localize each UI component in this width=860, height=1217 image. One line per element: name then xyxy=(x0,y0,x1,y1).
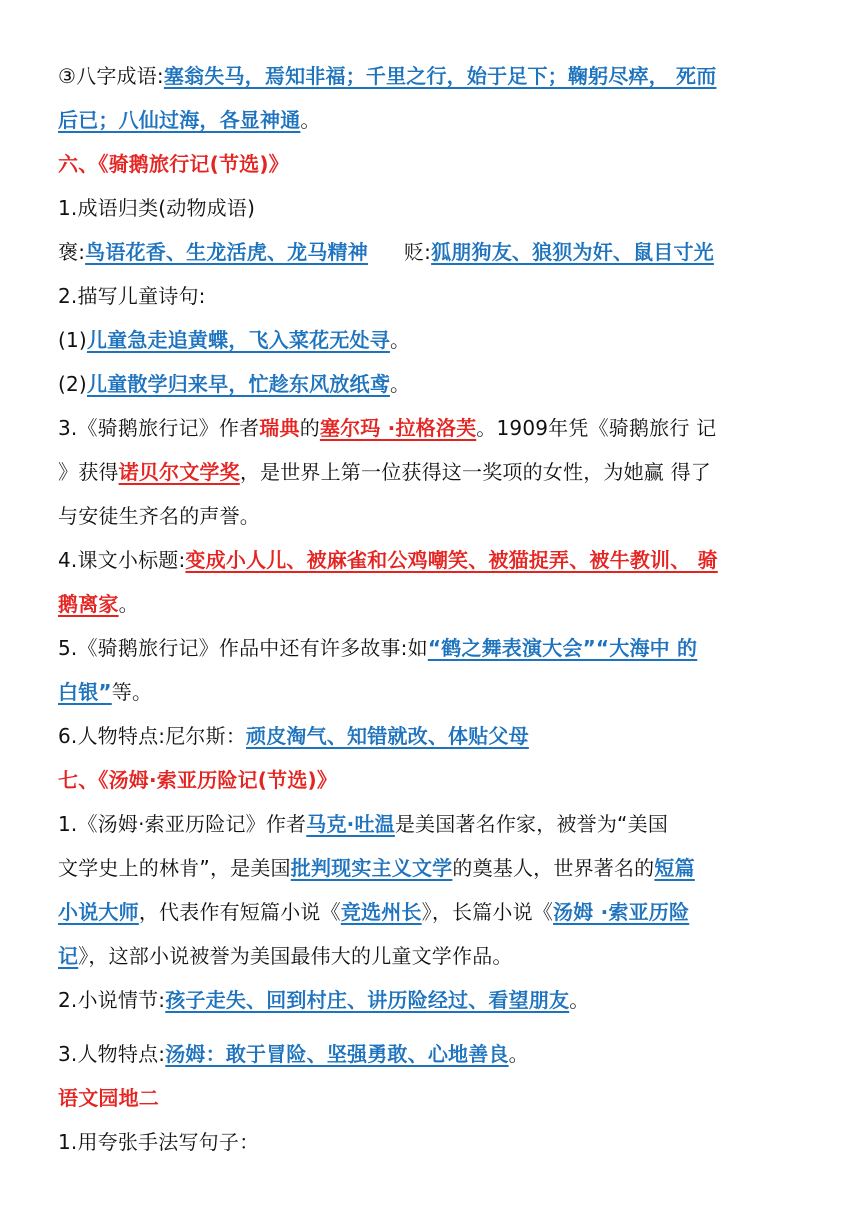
tom-author-line xyxy=(58,802,808,846)
stories-line xyxy=(58,626,808,670)
tom-author-line-4 xyxy=(58,934,808,978)
answer: 汤姆 ·索亚历险 xyxy=(553,900,690,924)
document-page xyxy=(58,54,808,1164)
section-heading-garden: 语文园地二 xyxy=(58,1086,159,1110)
answer: 瑞典 xyxy=(259,416,300,440)
author-line-cont xyxy=(58,450,808,494)
punct: 。 xyxy=(389,328,411,352)
answer: 顽皮淘气、知错就改、体贴父母 xyxy=(246,724,529,748)
answer: 竞选州长 xyxy=(340,900,422,924)
author-line-end: 与安徒生齐名的声誉。 xyxy=(58,504,260,528)
section-heading-6: 六、《骑鹅旅行记(节选)》 xyxy=(58,152,289,176)
text: ，代表作有短篇小说《 xyxy=(138,900,341,924)
answer: 后已；八仙过海，各显神通 xyxy=(58,108,301,132)
text: 》获得 xyxy=(58,460,119,484)
section-heading-7: 七、《汤姆·索亚历险记(节选)》 xyxy=(58,768,338,792)
answer: 批判现实主义文学 xyxy=(290,856,453,880)
text: 。1909年凭《骑鹅旅行 记 xyxy=(476,416,717,440)
punct: 。 xyxy=(118,592,139,616)
answer: 鸟语花香、生龙活虎、龙马精神 xyxy=(85,240,368,264)
text: ，是世界上第一位获得这一奖项的女性，为她赢 得了 xyxy=(239,460,711,484)
punct: 。 xyxy=(569,988,590,1012)
text: 的 xyxy=(299,416,320,440)
text: 5.《骑鹅旅行记》作品中还有许多故事:如 xyxy=(58,636,428,660)
idiom-eight-char-line xyxy=(58,54,808,98)
answer: 塞翁失马，焉知非福；千里之行，始于足下；鞠躬尽瘁， 死而 xyxy=(163,64,717,88)
answer: 汤姆：敢于冒险、坚强勇敢、心地善良 xyxy=(165,1042,509,1066)
answer: 儿童散学归来早，忙趁东风放纸鸢 xyxy=(86,372,390,396)
subtitle-line xyxy=(58,538,808,582)
subtitle-line-cont xyxy=(58,582,808,626)
answer: 白银” xyxy=(58,680,112,704)
answer: 塞尔玛 ·拉格洛芙 xyxy=(319,416,477,440)
label: ③八字成语: xyxy=(58,64,164,88)
tom-character-line xyxy=(58,1032,808,1076)
item-2-title: 2.描写儿童诗句: xyxy=(58,284,206,308)
answer: 狐朋狗友、狼狈为奸、鼠目寸光 xyxy=(431,240,714,264)
answer: 儿童急走追黄蝶，飞入菜花无处寻 xyxy=(86,328,390,352)
answer: 变成小人儿、被麻雀和公鸡嘲笑、被猫捉弄、被牛教训、 骑 xyxy=(185,548,718,572)
tom-author-line-2 xyxy=(58,846,808,890)
label: (2) xyxy=(58,372,87,396)
stories-line-cont xyxy=(58,670,808,714)
punct: 。 xyxy=(300,108,321,132)
answer: 孩子走失、回到村庄、讲历险经过、看望朋友 xyxy=(165,988,570,1012)
character-line xyxy=(58,714,808,758)
author-line xyxy=(58,406,808,450)
text: 的奠基人，世界著名的 xyxy=(452,856,655,880)
punct: 。 xyxy=(389,372,411,396)
text: 是美国著名作家，被誉为“美国 xyxy=(394,812,669,836)
item-1-title: 1.成语归类(动物成语) xyxy=(58,196,256,220)
label: (1) xyxy=(58,328,87,352)
text: 文学史上的林肯”，是美国 xyxy=(58,856,291,880)
text: 》，长篇小说《 xyxy=(421,900,554,924)
label-praise: 褒: xyxy=(58,240,86,264)
text: 等。 xyxy=(111,680,153,704)
answer: 诺贝尔文学奖 xyxy=(118,460,240,484)
punct: 。 xyxy=(508,1042,529,1066)
text: 3.《骑鹅旅行记》作者 xyxy=(58,416,260,440)
label: 2.小说情节: xyxy=(58,988,166,1012)
tom-author-line-3 xyxy=(58,890,808,934)
label-criticize: 贬: xyxy=(403,240,432,264)
answer: “鹤之舞表演大会”“大海中 的 xyxy=(427,636,698,660)
label: 6.人物特点:尼尔斯： xyxy=(58,724,247,748)
idiom-classify-line xyxy=(58,230,808,274)
text: 》，这部小说被誉为美国最伟大的儿童文学作品。 xyxy=(78,944,513,968)
label: 4.课文小标题: xyxy=(58,548,186,572)
answer: 鹅离家 xyxy=(58,592,119,616)
idiom-eight-char-line-cont xyxy=(58,98,808,142)
poem-line-1 xyxy=(58,318,808,362)
text: 1.《汤姆·索亚历险记》作者 xyxy=(58,812,307,836)
answer: 短篇 xyxy=(654,856,695,880)
answer: 记 xyxy=(58,944,79,968)
exercise-line: 1.用夸张手法写句子： xyxy=(58,1130,260,1154)
poem-line-2 xyxy=(58,362,808,406)
label: 3.人物特点: xyxy=(58,1042,166,1066)
answer: 马克·吐温 xyxy=(306,812,395,836)
answer: 小说大师 xyxy=(58,900,139,924)
plot-line xyxy=(58,978,808,1022)
